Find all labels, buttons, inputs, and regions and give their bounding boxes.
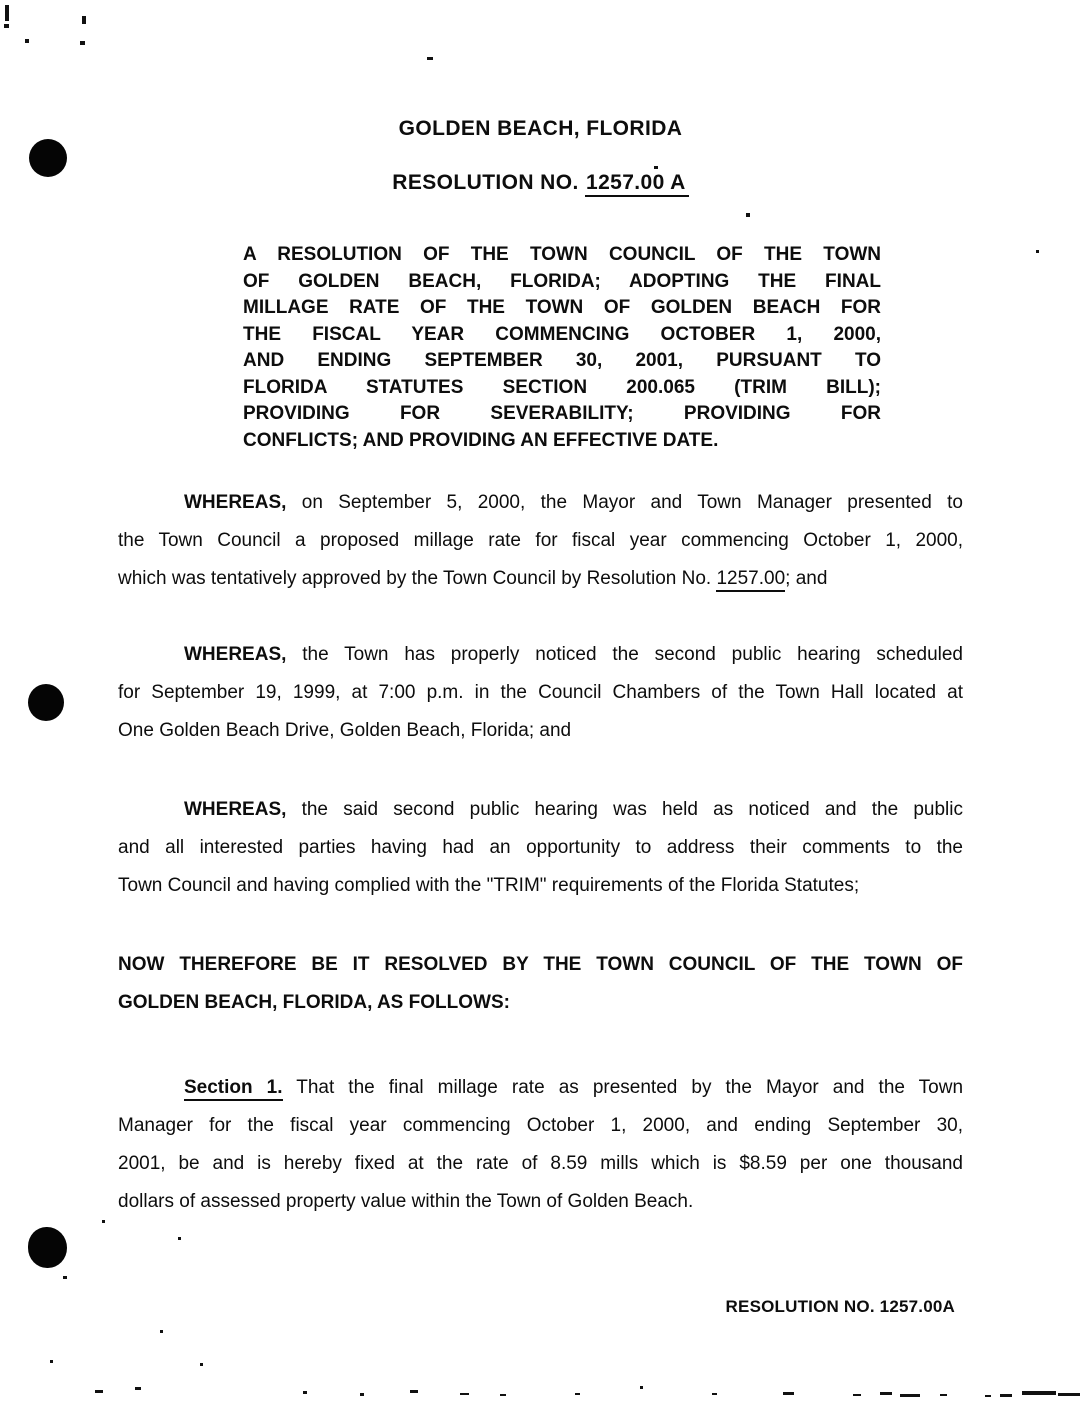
paragraph-text: GOLDEN BEACH, FLORIDA, AS FOLLOWS: (118, 992, 510, 1013)
scan-speck (575, 1393, 580, 1395)
paragraph-text: on September 5, 2000, the Mayor and Town Manager presented to (286, 492, 963, 513)
scan-speck (4, 24, 9, 28)
paragraph-text: dollars of assessed property value within the Town of Golden Beach. (118, 1191, 694, 1212)
scan-speck (985, 1395, 991, 1397)
scan-speck (95, 1390, 103, 1393)
hole-punch-mark (28, 684, 64, 721)
scan-speck (102, 1220, 105, 1223)
scan-speck (783, 1392, 794, 1395)
scan-speck (25, 39, 29, 43)
whereas-label: WHEREAS, (184, 492, 287, 513)
paragraph-text: which was tentatively approved by the Town Council by Resolution No. (118, 568, 717, 589)
paragraph-text: Town Council and having complied with the "TRIM" requirements of the Florida Statutes; (118, 875, 860, 896)
paragraph-text: ; and (785, 568, 828, 589)
scan-speck (360, 1393, 364, 1396)
scan-speck (880, 1392, 892, 1395)
scan-speck (900, 1394, 920, 1397)
scan-speck (50, 1360, 53, 1363)
paragraph-text: 2001, be and is hereby fixed at the rate of 8.59 mills which is $8.59 per one thousand (118, 1153, 963, 1174)
paragraph-text: the Town Council a proposed millage rate for fiscal year commencing October 1, 2000, (118, 530, 963, 551)
paragraph-text: and all interested parties having had an opportunity to address their comments to the (118, 837, 963, 858)
paragraph-text: One Golden Beach Drive, Golden Beach, Florida; and (118, 720, 572, 741)
paragraph-text: for September 19, 1999, at 7:00 p.m. in the Council Chambers of the Town Hall located at (118, 682, 963, 703)
scan-speck (82, 16, 86, 24)
scan-speck (853, 1394, 861, 1396)
resolution-number: 1257.00 A (585, 171, 689, 197)
scan-speck (1036, 250, 1039, 253)
paragraph-text: the Town has properly noticed the second public hearing scheduled (286, 644, 963, 665)
scan-speck (5, 5, 9, 21)
preamble-line: MILLAGE RATE OF THE TOWN OF GOLDEN BEACH FOR (243, 297, 881, 318)
scan-speck (640, 1386, 643, 1389)
paragraph-text: That the final millage rate as presented by the Mayor and the Town (282, 1077, 964, 1098)
referenced-resolution-number: 1257.00 (716, 568, 785, 592)
whereas-paragraph-3 (118, 791, 963, 905)
whereas-paragraph-2 (118, 636, 963, 750)
scan-speck (654, 166, 658, 169)
scan-speck (460, 1393, 469, 1395)
section-label: Section 1. (184, 1077, 283, 1101)
scan-speck (1022, 1391, 1056, 1395)
scan-speck (200, 1363, 203, 1366)
scan-speck (160, 1330, 163, 1333)
preamble-line: AND ENDING SEPTEMBER 30, 2001, PURSUANT TO (243, 350, 881, 371)
scan-speck (135, 1387, 141, 1390)
preamble-line: CONFLICTS; AND PROVIDING AN EFFECTIVE DATE. (243, 429, 719, 451)
scan-speck (712, 1393, 717, 1395)
scan-speck (63, 1276, 67, 1279)
preamble-line: OF GOLDEN BEACH, FLORIDA; ADOPTING THE FINAL (243, 270, 881, 292)
scan-speck (427, 57, 433, 60)
paragraph-text: the said second public hearing was held as noticed and the public (286, 799, 963, 820)
whereas-label: WHEREAS, (184, 799, 287, 820)
whereas-label: WHEREAS, (184, 644, 287, 665)
scan-speck (1000, 1394, 1012, 1397)
preamble-line: A RESOLUTION OF THE TOWN COUNCIL OF THE TOWN (243, 244, 881, 265)
scan-speck (1058, 1393, 1080, 1396)
scan-speck (178, 1237, 181, 1240)
paragraph-text: NOW THEREFORE BE IT RESOLVED BY THE TOWN COUNCIL OF THE TOWN OF (118, 954, 963, 975)
page-footer-reference: RESOLUTION NO. 1257.00A (725, 1297, 955, 1316)
resolved-clause (118, 946, 963, 1022)
scan-speck (80, 41, 85, 45)
whereas-paragraph-1 (118, 484, 963, 598)
scan-speck (746, 213, 750, 217)
doc-title: GOLDEN BEACH, FLORIDA (398, 117, 683, 140)
document-content (0, 116, 1089, 1221)
scan-speck (303, 1391, 307, 1394)
scan-speck (940, 1394, 947, 1396)
section-1-paragraph (118, 1069, 963, 1221)
paragraph-text: Manager for the fiscal year commencing October 1, 2000, and ending September 30, (118, 1115, 963, 1136)
scan-speck (500, 1394, 506, 1396)
preamble-line: THE FISCAL YEAR COMMENCING OCTOBER 1, 2000, (243, 323, 881, 345)
doc-subtitle (118, 170, 963, 196)
resolution-label: RESOLUTION NO. (392, 171, 579, 194)
preamble-line: PROVIDING FOR SEVERABILITY; PROVIDING FOR (243, 403, 881, 424)
hole-punch-mark (28, 1227, 67, 1268)
preamble-line: FLORIDA STATUTES SECTION 200.065 (TRIM BILL); (243, 376, 881, 398)
hole-punch-mark (29, 139, 67, 177)
scan-speck (410, 1390, 418, 1393)
preamble-paragraph (243, 242, 881, 454)
